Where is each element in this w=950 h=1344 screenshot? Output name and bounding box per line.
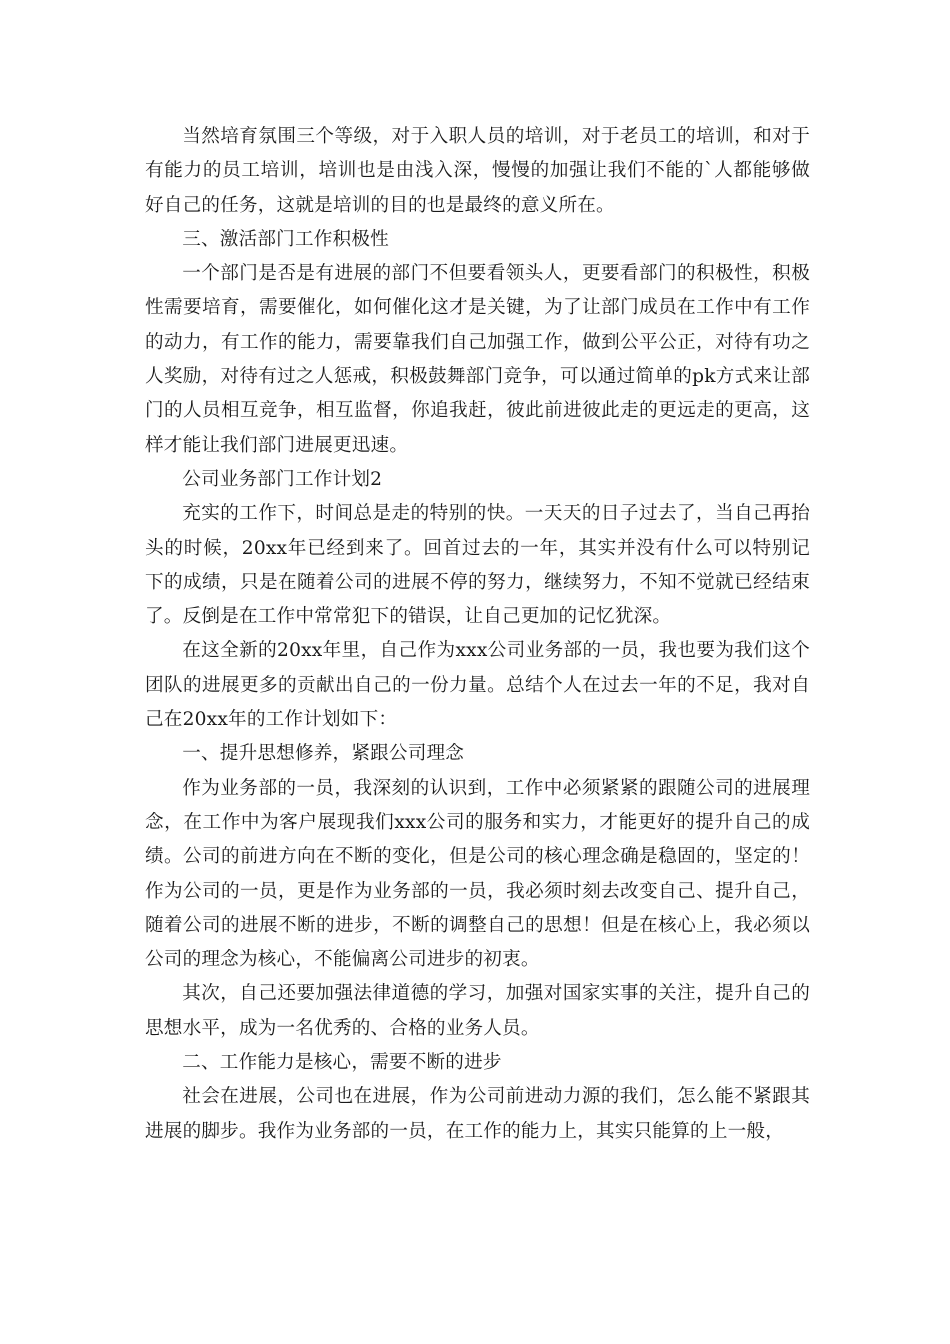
paragraph-department-motivation: 一个部门是否是有进展的部门不但要看领头人，更要看部门的积极性，积极性需要培育，需要催化，如何催化这才是关键，为了让部门成员在工作中有工作的动力，有工作的能力，需要靠我们自己加强工作，做到公平公正，对待有功之人奖励，对待有过之人惩戒，积极鼓舞部门竞争，可以通过简单的pk方式来让部门的人员相互竞争，相互监督，你追我赶，彼此前进彼此走的更远走的更高，这样才能让我们部门进展更迅速。 <box>145 263 810 456</box>
paragraph-work-ability: 社会在进展，公司也在进展，作为公司前进动力源的我们，怎么能不紧跟其进展的脚步。我作为业务部的一员，在工作的能力上，其实只能算的上一般， <box>145 1086 810 1142</box>
heading-section-three: 三、激活部门工作积极性 <box>182 228 389 250</box>
paragraph-law-ethics: 其次，自己还要加强法律道德的学习，加强对国家实事的关注，提升自己的思想水平，成为一名优秀的、合格的业务人员。 <box>145 983 810 1039</box>
heading-plan-two: 公司业务部门工作计划2 <box>182 468 383 490</box>
paragraph-new-year: 在这全新的20xx年里，自己作为xxx公司业务部的一员，我也要为我们这个团队的进展更多的贡献出自己的一份力量。总结个人在过去一年的不足，我对自己在20xx年的工作计划如下： <box>145 640 810 731</box>
heading-section-one: 一、提升思想修养，紧跟公司理念 <box>182 743 465 765</box>
paragraph-review: 充实的工作下，时间总是走的特别的快。一天天的日子过去了，当自己再抬头的时候，20xx年已经到来了。回首过去的一年，其实并没有什么可以特别记下的成绩，只是在随着公司的进展不停的努力，继续努力，不知不觉就已经结束了。反倒是在工作中常常犯下的错误，让自己更加的记忆犹深。 <box>145 503 810 628</box>
document-page <box>145 120 810 1149</box>
paragraph-company-philosophy: 作为业务部的一员，我深刻的认识到，工作中必须紧紧的跟随公司的进展理念，在工作中为客户展现我们xxx公司的服务和实力，才能更好的提升自己的成绩。公司的前进方向在不断的变化，但是公司的核心理念确是稳固的，坚定的！作为公司的一员，更是作为业务部的一员，我必须时刻去改变自己、提升自己，随着公司的进展不断的进步，不断的调整自己的思想！但是在核心上，我必须以公司的理念为核心，不能偏离公司进步的初衷。 <box>145 777 810 971</box>
paragraph-training: 当然培育氛围三个等级，对于入职人员的培训，对于老员工的培训，和对于有能力的员工培训，培训也是由浅入深，慢慢的加强让我们不能的`人都能够做好自己的任务，这就是培训的目的也是最终的意义所在。 <box>145 126 810 216</box>
heading-section-two: 二、工作能力是核心，需要不断的进步 <box>182 1052 502 1074</box>
